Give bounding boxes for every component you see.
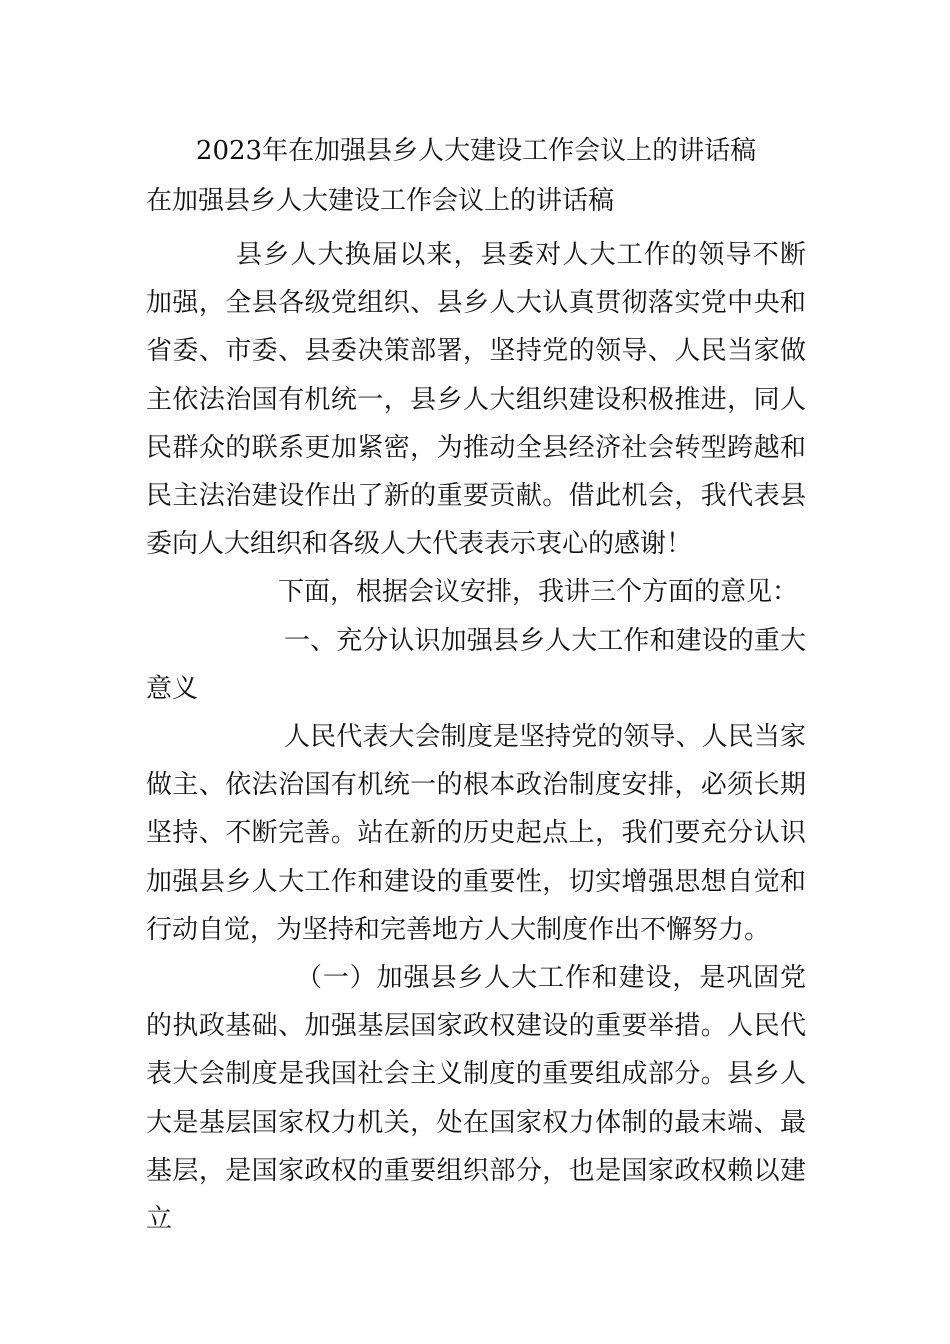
document-title: 2023年在加强县乡人大建设工作会议上的讲话稿 <box>195 136 757 166</box>
paragraph-intro: 县乡人大换届以来，县委对人大工作的领导不断加强，全县各级党组织、县乡人大认真贯彻落实党中央和省委、市委、县委决策部署，坚持党的领导、人民当家做主依法治国有机统一，县乡人大组织建设积极推进，同人民群众的联系更加紧密，为推动全县经济社会转型跨越和民主法治建设作出了新的重要贡献。借此机会，我代表县委向人大组织和各级人大代表表示衷心的感谢！ <box>146 240 806 560</box>
section-heading-1: 一、充分认识加强县乡人大工作和建设的重大意义 <box>146 625 806 704</box>
paragraph-section-1: 人民代表大会制度是坚持党的领导、人民当家做主、依法治国有机统一的根本政治制度安排，必须长期坚持、不断完善。站在新的历史起点上，我们要充分认识加强县乡人大工作和建设的重要性，切实增强思想自觉和行动自觉，为坚持和完善地方人大制度作出不懈努力。 <box>146 722 806 945</box>
subsection-1: （一）加强县乡人大工作和建设，是巩固党的执政基础、加强基层国家政权建设的重要举措。人民代表大会制度是我国社会主义制度的重要组成部分。县乡人大是基层国家权力机关，处在国家权力体制的最末端、最基层，是国家政权的重要组织部分，也是国家政权赖以建立 <box>146 963 806 1235</box>
paragraph-outline: 下面，根据会议安排，我讲三个方面的意见： <box>278 577 799 608</box>
document-body <box>146 231 806 1243</box>
document-subtitle: 在加强县乡人大建设工作会议上的讲话稿 <box>146 186 615 216</box>
